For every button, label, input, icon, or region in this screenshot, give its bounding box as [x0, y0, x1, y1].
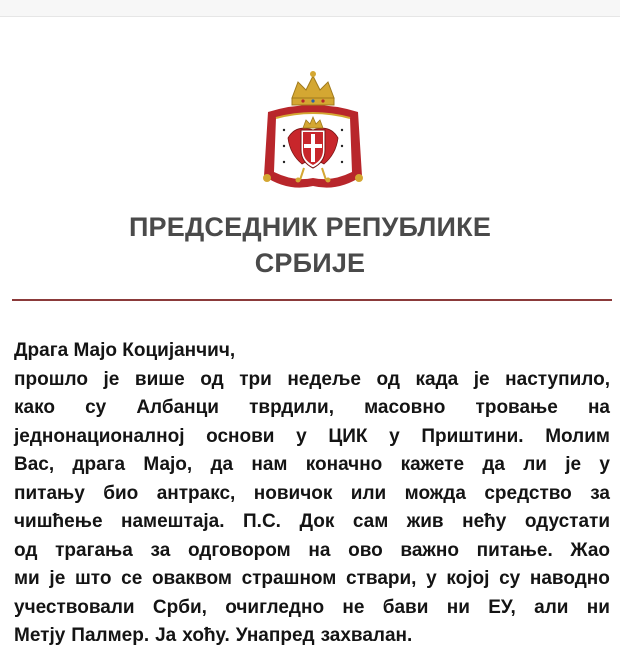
letter-word: бави: [382, 596, 429, 618]
letter-word: наступило,: [505, 368, 610, 390]
title-line-2: СРБИЈЕ: [254, 248, 366, 278]
letter-word: Молим: [545, 425, 610, 447]
letter-line: [14, 423, 610, 452]
letter-word: намештаја.: [121, 511, 225, 532]
letter-word: П.С.: [243, 511, 281, 532]
letter-line: [14, 480, 610, 509]
letter-word: су: [499, 568, 521, 589]
letter-line: [14, 451, 610, 480]
letter-word: не: [342, 596, 365, 618]
letter-word: питању: [14, 482, 85, 504]
letter-word: да: [482, 454, 505, 475]
serbian-coat-of-arms-icon: [258, 68, 368, 202]
letter-word: драга: [72, 454, 126, 475]
letter-word: што: [74, 568, 112, 589]
letter-word: захвалан.: [320, 625, 413, 646]
letter-word: трагања: [55, 539, 133, 561]
letter-line: [14, 508, 610, 537]
letter-word: можда: [404, 482, 466, 504]
letter-word: у: [296, 425, 307, 447]
letter-word: на: [308, 539, 331, 561]
letter-word: је: [103, 368, 120, 390]
letter-word: је: [49, 568, 66, 589]
letter-word: када: [415, 368, 459, 390]
letter-word: новичок: [253, 482, 333, 504]
letter-word: Метју: [14, 625, 66, 646]
letter-word: антракс,: [156, 482, 236, 504]
letter-word: тровање: [475, 397, 558, 418]
letter-word: за: [150, 539, 171, 561]
letter-word: је: [473, 368, 490, 390]
letter-word: Палмер.: [71, 625, 150, 646]
letter-word: на: [587, 397, 610, 418]
letter-word: Ја: [155, 625, 177, 646]
letter-word: су: [85, 397, 107, 418]
letter-word: ми: [14, 568, 40, 589]
letter-word: нам: [251, 454, 288, 475]
letter-body: [14, 337, 610, 651]
letter-word: али: [534, 596, 569, 618]
letter-word: тврдили,: [249, 397, 334, 418]
letter-word: учествовали: [14, 596, 135, 618]
letter-word: више: [134, 368, 185, 390]
letter-word: у: [389, 425, 400, 447]
letter-word: средство: [484, 482, 572, 504]
letter-word: био: [103, 482, 139, 504]
letter-word: коначно: [305, 454, 383, 475]
letter-word: ЕУ,: [488, 596, 516, 618]
letter-word: којој: [446, 568, 490, 589]
letter-word: недеље: [287, 368, 361, 390]
letter-word: ли: [523, 454, 547, 475]
letter-word: нећу: [462, 511, 507, 532]
letter-word: питање.: [476, 539, 553, 561]
letter-word: Док: [299, 511, 335, 532]
letter-word: у: [599, 454, 610, 475]
letter-word: одговором: [187, 539, 291, 561]
letter-word: Албанци: [136, 397, 219, 418]
letter-line: [14, 565, 610, 594]
letter-word: важно: [400, 539, 459, 561]
letter-word: се: [121, 568, 143, 589]
letter-word: Унапред: [235, 625, 315, 646]
letter-word: једнонационалној: [14, 425, 185, 447]
letter-word: ЦИК: [328, 425, 368, 447]
letter-word: Вас,: [14, 454, 55, 475]
letter-word: прошло: [14, 368, 88, 390]
letter-word: Срби,: [152, 596, 207, 618]
letter-line: [14, 594, 610, 623]
title-line-1: ПРЕДСЕДНИК РЕПУБЛИКЕ: [128, 212, 492, 242]
letter-word: три: [239, 368, 272, 390]
letter-word: ствари,: [346, 568, 417, 589]
letter-word: основи: [206, 425, 275, 447]
letter-word: очигледно: [225, 596, 325, 618]
letter-word: ни: [446, 596, 470, 618]
letter-word: од: [200, 368, 224, 390]
letter-word: од: [14, 539, 38, 561]
letter-word: Приштини.: [421, 425, 524, 447]
letter-word: одустати: [524, 511, 610, 532]
letter-word: или: [350, 482, 387, 504]
letter-line: [14, 394, 610, 423]
letter-word: је: [565, 454, 582, 475]
letter-word: од: [376, 368, 400, 390]
letter-line: [14, 366, 610, 395]
letter-word: жив: [406, 511, 444, 532]
letter-word: како: [14, 397, 55, 418]
letter-line: [14, 622, 610, 651]
letter-word: оваквом: [151, 568, 232, 589]
letter-word: хоћу.: [182, 625, 230, 646]
letter-word: у: [426, 568, 437, 589]
title-divider: [12, 299, 612, 301]
page-title: [0, 209, 620, 281]
letter-word: чишћење: [14, 511, 103, 532]
letter-word: масовно: [364, 397, 446, 418]
letter-word: Жао: [570, 539, 610, 561]
letter-word: ни: [586, 596, 610, 618]
letter-word: Мајо,: [143, 454, 193, 475]
letter-line: [14, 537, 610, 566]
salutation: Драга Мајо Коцијанчич,: [14, 340, 236, 361]
letter-word: за: [590, 482, 610, 504]
letter-word: да: [210, 454, 234, 475]
top-bar: [0, 0, 620, 17]
letter-word: сам: [352, 511, 389, 532]
letter-word: ово: [348, 539, 383, 561]
letter-word: страшном: [241, 568, 337, 589]
letter-word: наводно: [529, 568, 610, 589]
letter-word: кажете: [400, 454, 465, 475]
